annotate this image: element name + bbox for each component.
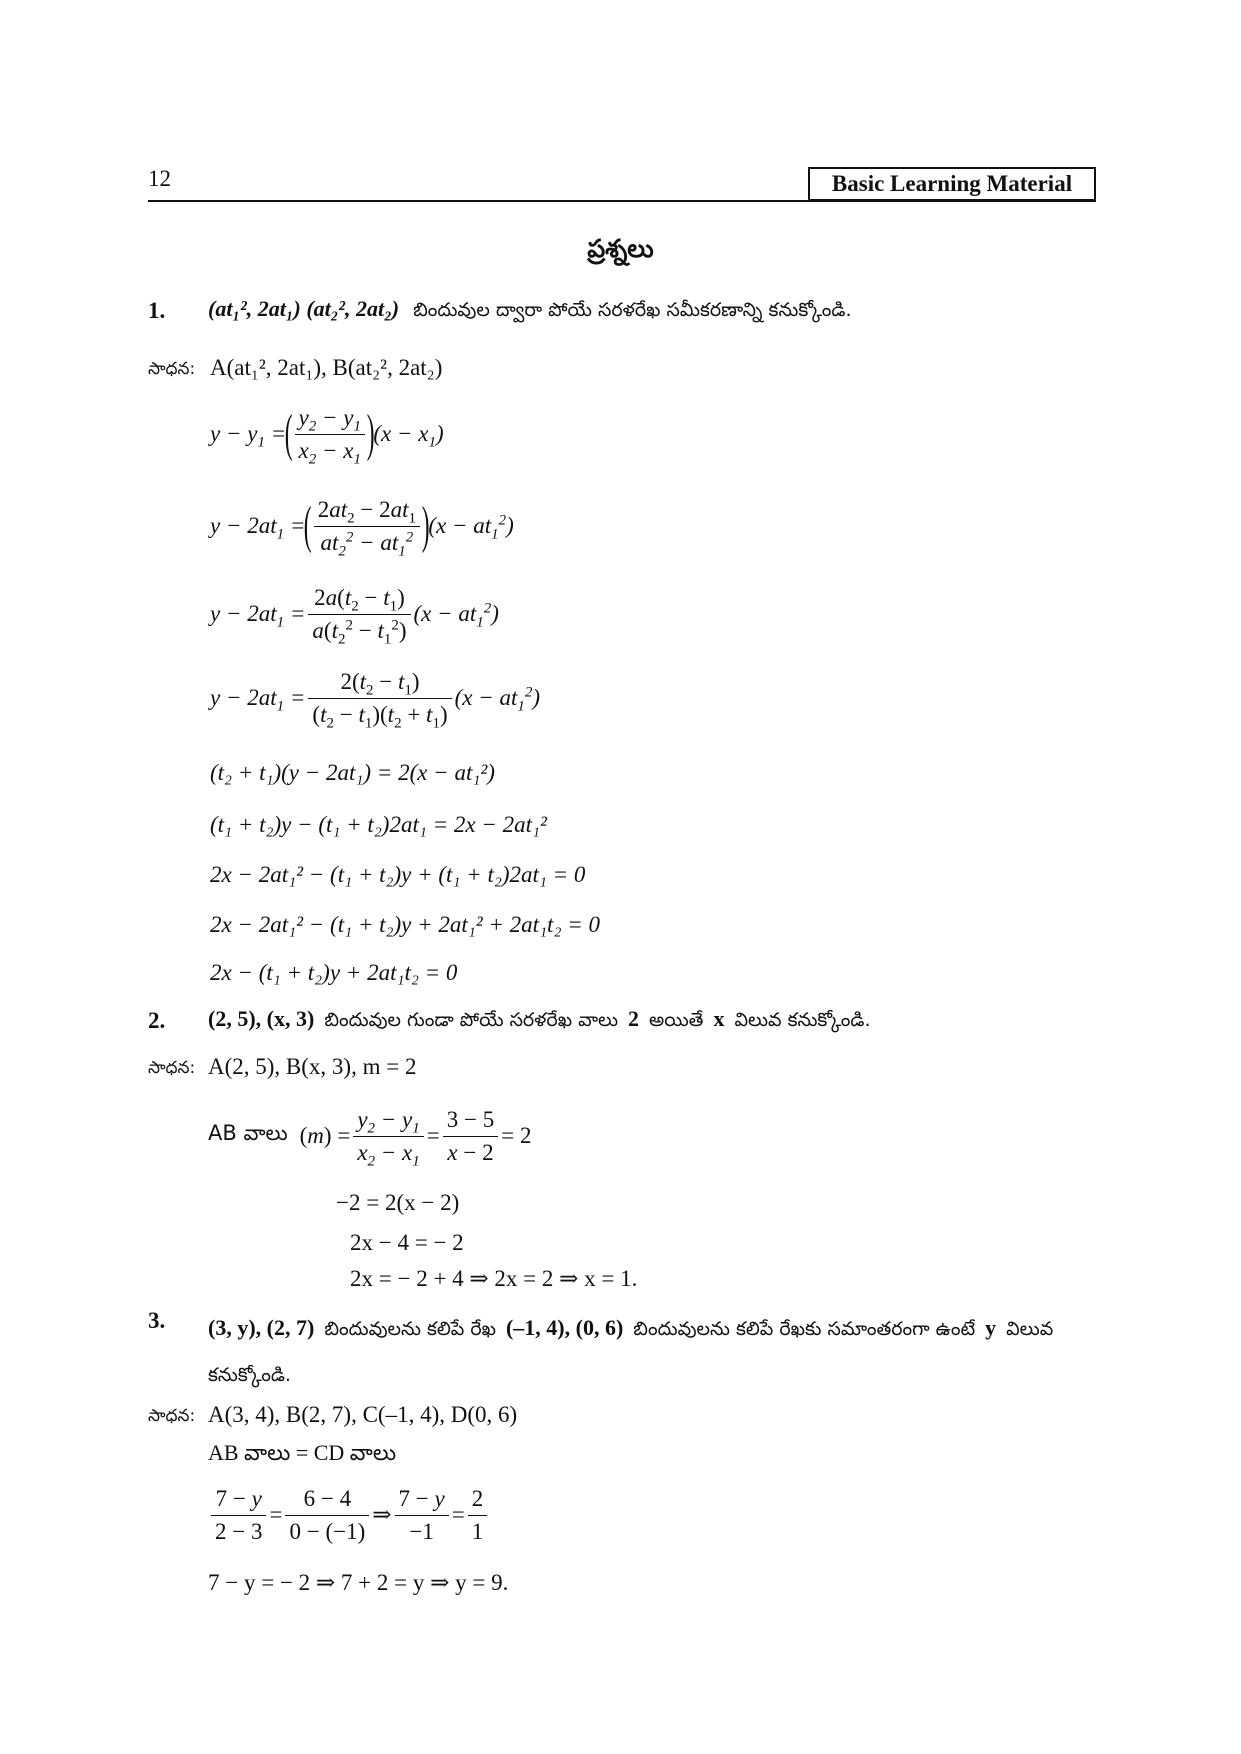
page-number: 12 (148, 166, 171, 191)
q3-question: (3, y), (2, 7) బిందువులను కలిపే రేఖ (–1, 4), (0, 6) బిందువులను కలిపే రేఖకు సమాంతరంగా ఉంటే y విలువ కనుక్కోండి. (208, 1315, 1054, 1386)
q2-line2: 2x − 4 = − 2 (350, 1230, 464, 1255)
q2-line1: −2 = 2(x − 2) (336, 1190, 460, 1215)
q2-given: A(2, 5), B(x, 3), m = 2 (208, 1054, 417, 1079)
book-title: Basic Learning Material (831, 171, 1073, 196)
q1-eq6: (t₁ + t₂)y − (t₁ + t₂)2at₁ = 2x − 2at₁² (210, 812, 547, 837)
q1-eq1: $y - y_1$ = ( $\frac{y_2 - y_1}{x_2 - x_1}$ ) $(x - x_1)$ (210, 404, 444, 468)
q1-solution-label: సాధన: (148, 359, 196, 379)
page-title: ప్రశ్నలు (587, 234, 654, 263)
q1-given: A(at₁², 2at₁), B(at₂², 2at₂) (210, 355, 443, 380)
q2-slope-eq: AB వాలు (m) = $\frac{y_2 - y_1}{x_2 - x_1}$ = $\frac{3 - 5}{x - 2}$ = 2 (208, 1106, 532, 1170)
q3-points-a: (3, y), (2, 7) (208, 1315, 315, 1340)
book-title-box (808, 167, 1096, 201)
q3-solution-label: సాధన: (148, 1406, 196, 1426)
q2-points: (2, 5), (x, 3) (208, 1006, 315, 1031)
q1-number: 1. (148, 298, 166, 323)
q1-eq2: $y - 2at_1$ = ( $\frac{2at_2 - 2at_1}{at_2^2 - at_1^2}$ ) $(x - at_1^2)$ (210, 496, 514, 560)
q1-question (208, 296, 851, 326)
q1-eq4: $y - 2at_1$ = $\frac{2(t_2 - t_1)}{(t_2 - t_1)(t_2 + t_1)}$ $(x - at_1^2)$ (210, 668, 541, 732)
q3-final: 7 − y = − 2 ⇒ 7 + 2 = y ⇒ y = 9. (208, 1570, 509, 1595)
q3-number: 3. (148, 1308, 166, 1333)
q1-points: (at₁², 2at₁) (at₂², 2at₂) (208, 296, 400, 321)
q2-question: (2, 5), (x, 3) బిందువుల గుండా పోయే సరళరేఖ వాలు 2 అయితే x విలువ కనుక్కోండి. (208, 1006, 871, 1031)
q1-eq3: $y - 2at_1$ = $\frac{2a(t_2 - t_1)}{a(t_2^2 - t_1^2)}$ $(x - at_1^2)$ (210, 584, 499, 648)
q3-slope-equal: AB వాలు = CD వాలు (208, 1440, 397, 1465)
q1-eq7: 2x − 2at₁² − (t₁ + t₂)y + (t₁ + t₂)2at₁ = 0 (210, 862, 586, 887)
q2-solution-label: సాధన: (148, 1058, 196, 1078)
q2-number: 2. (148, 1008, 166, 1033)
q1-eq9: 2x − (t₁ + t₂)y + 2at₁t₂ = 0 (210, 960, 458, 985)
q3-points-b: (–1, 4), (0, 6) (505, 1315, 624, 1340)
q2-line3: 2x = − 2 + 4 ⇒ 2x = 2 ⇒ x = 1. (350, 1266, 638, 1291)
q1-text: బిందువుల ద్వారా పోయే సరళరేఖ సమీకరణాన్ని కనుక్కోండి. (413, 299, 852, 321)
q3-given: A(3, 4), B(2, 7), C(–1, 4), D(0, 6) (208, 1402, 518, 1427)
q1-eq5: (t₂ + t₁)(y − 2at₁) = 2(x − at₁²) (210, 760, 495, 785)
header-rule (148, 200, 1096, 202)
q3-fraction-eq: $\frac{7 - y}{2 - 3}$ = $\frac{6 - 4}{0 - (-1)}$ ⇒ $\frac{7 - y}{-1}$ = $\frac{2}{1}$ (208, 1478, 490, 1552)
q2-ab-label: AB వాలు (208, 1121, 288, 1145)
q1-eq8: 2x − 2at₁² − (t₁ + t₂)y + 2at₁² + 2at₁t₂ = 0 (210, 912, 600, 937)
